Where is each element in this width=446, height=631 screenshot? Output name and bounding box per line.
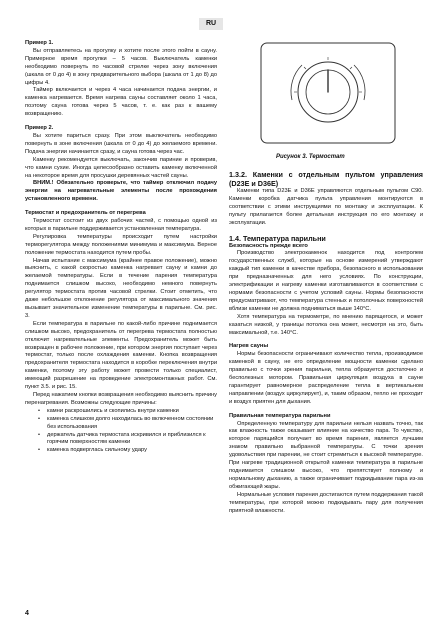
thermostat-heading: Термостат и предохранитель от перегрева [25,210,146,217]
thermostat-text-3: Начав испытание с максимума (крайнее правое положение), можно выяснить, с какой скоростью каменка нагревает сауну и камни до желаемой температуры. Если в течение парения температура поднимается слишком высоко, необходимо немного повернуть регулятор термостата против часовой стрелки. Стоит отметить, что даже небольшое отклонение регулятора от максимального значения вызывает значительное изменение температуры в парильне. См. рис. 3. [25,257,217,319]
correct-temperature-text-1: Определенную температуру для парильни нельзя назвать точно, так как влажность также оказывает влияние на качество пара. То чувство, которое парящийся получает во время парения, является лучшим знаком правильно выбранной температуры. С точки зрения удовольствия при парении, не стоит стремиться к высокой температуре. При нагреве традиционной открытой каменки температура в парильне поднимается слишком высоко, что препятствует полному и нормальному дыханию, а также ограничивает подкидывание пара из-за обжигающей жары. [229,420,423,490]
list-item: • каменка подверглась сильному удару [47,447,217,455]
example1-title: Пример 1. [25,40,54,46]
safety-subheading: Безопасность прежде всего [229,242,308,249]
example2-text-2: Каменку рекомендуется выключать, закончив париние и проверив, что камни сухие. Иногда целесообразно оставить каменку включенной на некоторое время для просушки деревянных частей сауны. [25,156,217,179]
section-1-3-2-title: 1.3.2. Каменки с отдельным пультом управления (D23E и D36E) [229,170,423,188]
left-column [25,40,217,455]
overheat-causes-list [25,408,217,455]
thermostat-text-5: Перед нажатием кнопки возвращения необходимо выяснить причину перенагревания. Возможны следующие причины: [25,391,217,406]
list-item: • каменка слишком долго находилась во включенном состоянии без использования [47,416,217,432]
example1-text-2: Таймер включается и через 4 часа начинается подача энергии, и каменка нагревается. Время нагрева сауны составляет около 1 часа, поэтому сауна готова через 5 часов, т. е. как раз к вашему возвращению. [25,87,217,118]
list-item: • держатель датчика термостата искривился и приблизился к горячим поверхностям каменки [47,432,217,448]
thermostat-figure [258,40,398,146]
example2-text: Вы хотите париться сразу. При этом выключатель необходимо повернуть в зоне включения (шкала от 0 до 4) до желаемого времени. Подача энергии начинается сразу, и сауна готова через час. [25,132,217,155]
list-item: • камни раскрошились и скопились внутри каменки [47,408,217,416]
min-scale-arc [291,65,302,100]
max-scale-arc [354,65,365,100]
right-column [229,170,423,515]
figure-caption: Рисунок 3. Термостат [276,154,345,160]
warning-text: ВНИМ.! Обязательно проверьте, что таймер отключил подачу энергии на нагревательные элементы после прохождения установленного времени. [25,180,217,203]
thermostat-text-4: Если температура в парильне по какой-либо причине поднимается слишком высоко, предохранитель от перегрева термостата полностью отключит нагревательные элементы. Предохранитель может быть возвращен в рабочее положение, при котором энергия поступает через термостат, только после охлаждения каменки. Кнопка возвращения предохранителя термостата находится в коробке переключения внутри каменки, поэтому эту работу может провести только специалист, имеющий разрешение на проведение электромонтажных работ. См. пункт 3.5. и рис. 15. [25,320,217,391]
safety-text-2: Хотя температура на термометре, по мнению парящегося, и может казаться низкой, у границы потолка она может, несмотря на это, быть максимальной, т.е. 140°C. [229,313,423,336]
thermostat-text-1: Термостат состоит из двух рабочих частей, с помощью одной из которых в парильне поддерживается установленная температура. [25,218,217,232]
example2-title: Пример 2. [25,125,54,132]
section-1-3-2-text: Каменки типа D23E и D36E управляются отдельным пультом C90. Каменки коробка датчика пульта управления монтируются в соответствии с этими инструкциями по монтажу и эксплуатации. К пульту прилагается более детальная инструкция по его монтажу и эксплуатации. [229,188,423,226]
section-1-4-title: 1.4. Температура парильни [229,233,326,243]
sauna-heating-text: Нормы безопасности ограничивают количество тепла, производимое каменкой в сауну, не его определение мощности каменки сделано правильно с точки зрения парильни, тепла образуется достаточно и бесполезных мотором. Правильная циркуляция воздуха в сауне гарантирует равномерное распределение тепла в вертикальном направлении (воздух циркулирует), и, таким образом, тепло не проходит и воздух приятен для дыхания. [229,351,423,405]
safety-text-1: Производство электрокаменок находится под контролем государственных служб, которые на основе измерений утверждают каждый тип каменки в качестве прибора, безопасного в использовании при предназначенных для него условиях. По конструкции, электрификации и нагреву каменки изготавливаются в соответствии с нормами безопасности с учетом условий сауны. Нормы безопасности предусматривают, что температура стенных и потолочных поверхностей вблизи каменки не должна подниматься выше 140°C. [229,250,423,312]
thermostat-text-2: Регулировка температуры происходит путем настройки терморегулятора между положениями минимума и максимума. Верное положение термостата находится путем пробы. [25,233,217,256]
language-tab: RU [199,18,223,30]
example1-text: Вы отправляетесь на прогулку и хотите после этого пойти в сауну. Примерное время прогулки – 5 часов. Выключатель каменки необходимо повернуть по часовой стрелке через зону включения (шкала от 0 до 4) в зону предварительного выбора (шкала от 1 до 8) до цифры 4. [25,47,217,86]
page-number: 4 [25,610,29,617]
correct-temperature-heading: Правильная температура парильни [229,412,331,419]
sauna-heating-heading: Нагрев сауны [229,343,269,350]
correct-temperature-text-2: Нормальные условия парения достигаются путем поддержания такой температуры, при которой можно подкидывать пару для получения приятной влажности. [229,491,423,514]
